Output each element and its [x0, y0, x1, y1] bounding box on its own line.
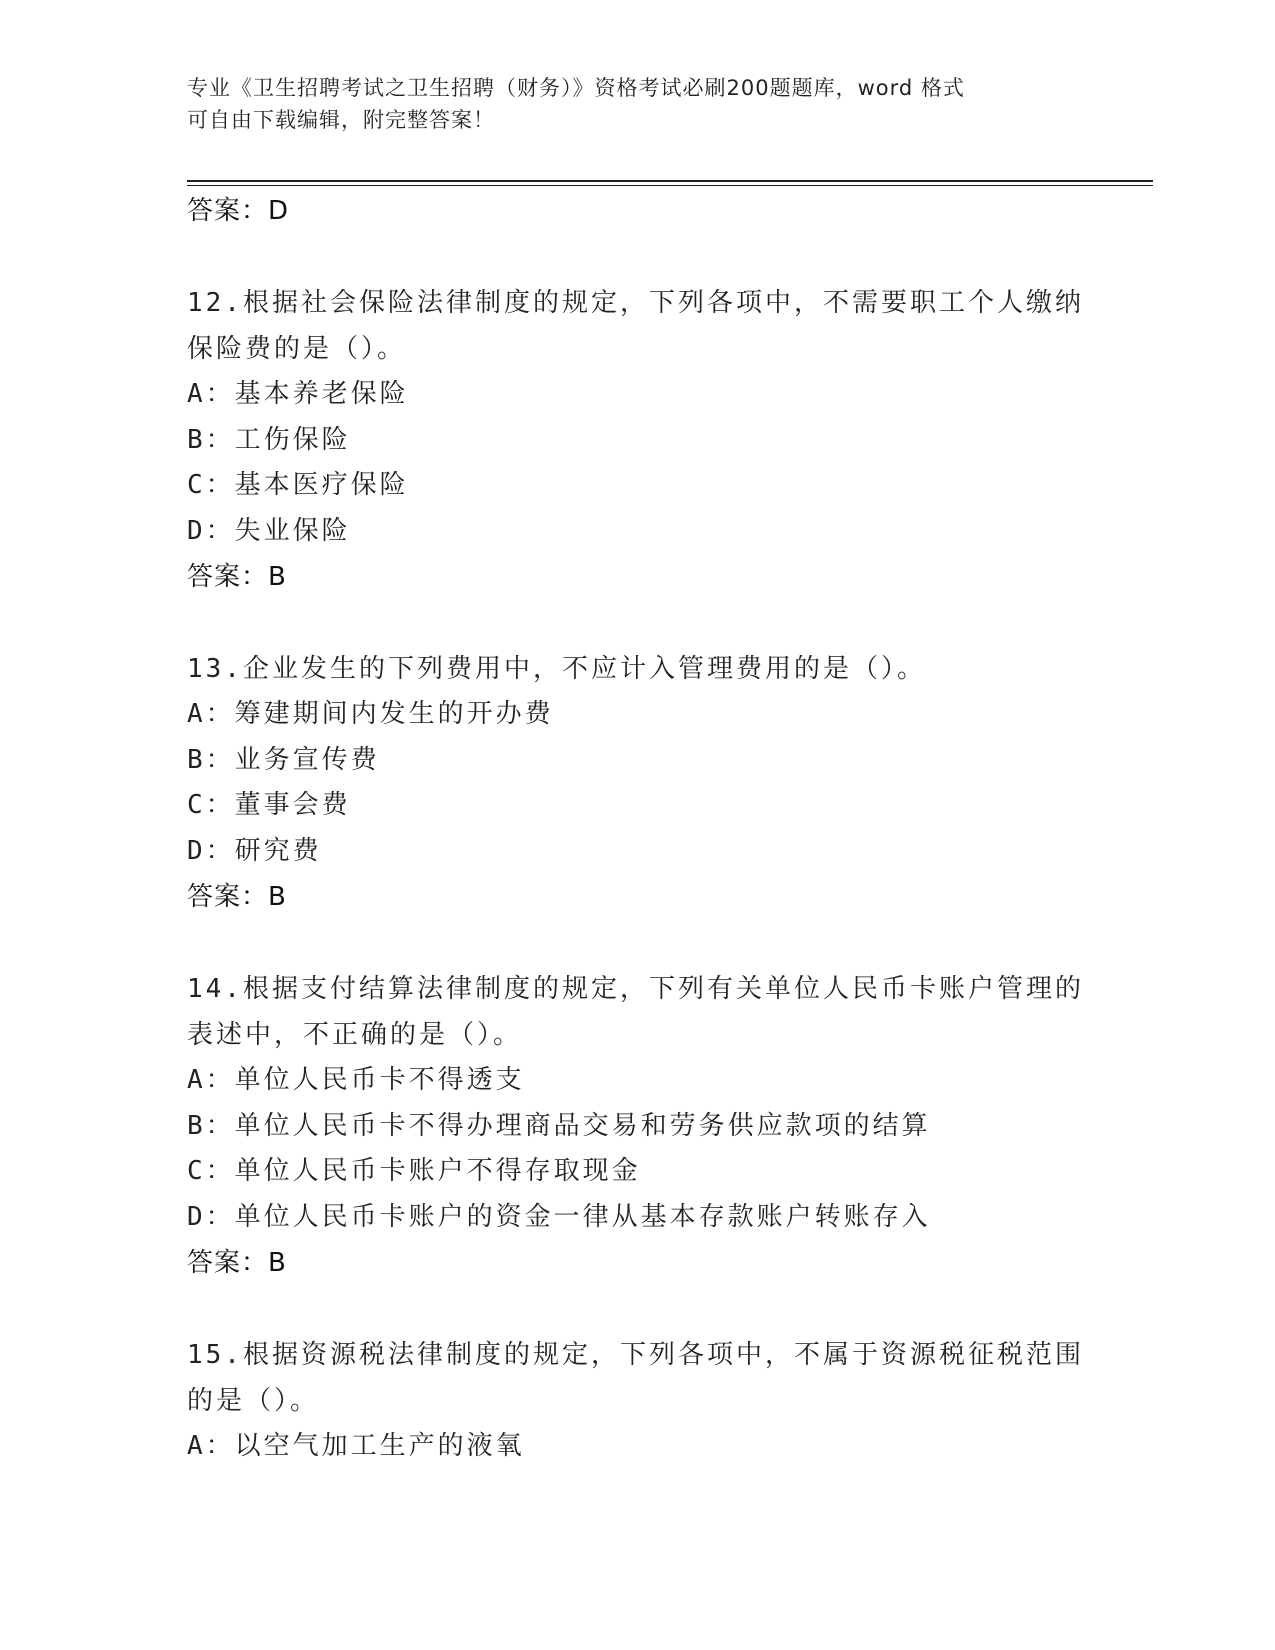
option-c: C：基本医疗保险: [187, 470, 409, 500]
question-stem-line: 15.根据资源税法律制度的规定，下列各项中，不属于资源税征税范围: [187, 1340, 1084, 1370]
question-stem-line: 14.根据支付结算法律制度的规定，下列有关单位人民币卡账户管理的: [187, 974, 1084, 1004]
option-b: B：业务宣传费: [187, 744, 380, 775]
question-block: [187, 280, 1087, 600]
spacer: [187, 920, 1087, 966]
option-c: C：单位人民币卡账户不得存取现金: [187, 1156, 641, 1186]
header-rule-thick: [187, 180, 1153, 182]
header-line-2: 可自由下载编辑，附完整答案！: [187, 108, 495, 132]
answer-line: 答案：D: [187, 196, 290, 226]
answer-line: 答案：B: [187, 1248, 287, 1278]
spacer: [187, 600, 1087, 646]
question-stem-line: 表述中，不正确的是（）。: [187, 1020, 523, 1050]
option-b: B：工伤保险: [187, 424, 351, 455]
option-b: B：单位人民币卡不得办理商品交易和劳务供应款项的结算: [187, 1110, 931, 1141]
question-stem-line: 保险费的是（）。: [187, 334, 407, 364]
question-stem: [187, 646, 1087, 692]
header-rule-thin: [187, 185, 1153, 186]
question-stem-line: 的是（）。: [187, 1386, 320, 1416]
question-stem-line: 12.根据社会保险法律制度的规定，下列各项中，不需要职工个人缴纳: [187, 288, 1084, 318]
option-a: A：单位人民币卡不得透支: [187, 1065, 525, 1095]
option-d: D：单位人民币卡账户的资金一律从基本存款账户转账存入: [187, 1201, 931, 1232]
option-c: C：董事会费: [187, 790, 351, 820]
option-d: D：失业保险: [187, 515, 351, 546]
answer-line: 答案：B: [187, 882, 287, 912]
question-stem: [187, 280, 1087, 372]
question-list: [187, 188, 1087, 1470]
document-header: [187, 72, 1067, 136]
answer-line: 答案：B: [187, 562, 287, 592]
header-line-1: 专业《卫生招聘考试之卫生招聘（财务）》资格考试必刷200题题库，word 格式: [187, 76, 965, 100]
option-d: D：研究费: [187, 835, 322, 866]
question-block: [187, 966, 1087, 1286]
question-stem: [187, 1332, 1087, 1424]
option-a: A：以空气加工生产的液氧: [187, 1431, 525, 1461]
spacer: [187, 234, 1087, 280]
option-a: A：筹建期间内发生的开办费: [187, 699, 554, 729]
option-a: A：基本养老保险: [187, 379, 409, 409]
question-block: [187, 646, 1087, 920]
question-block: [187, 1332, 1087, 1470]
question-stem-line: 13.企业发生的下列费用中，不应计入管理费用的是（）。: [187, 654, 926, 684]
spacer: [187, 1286, 1087, 1332]
question-stem: [187, 966, 1087, 1058]
